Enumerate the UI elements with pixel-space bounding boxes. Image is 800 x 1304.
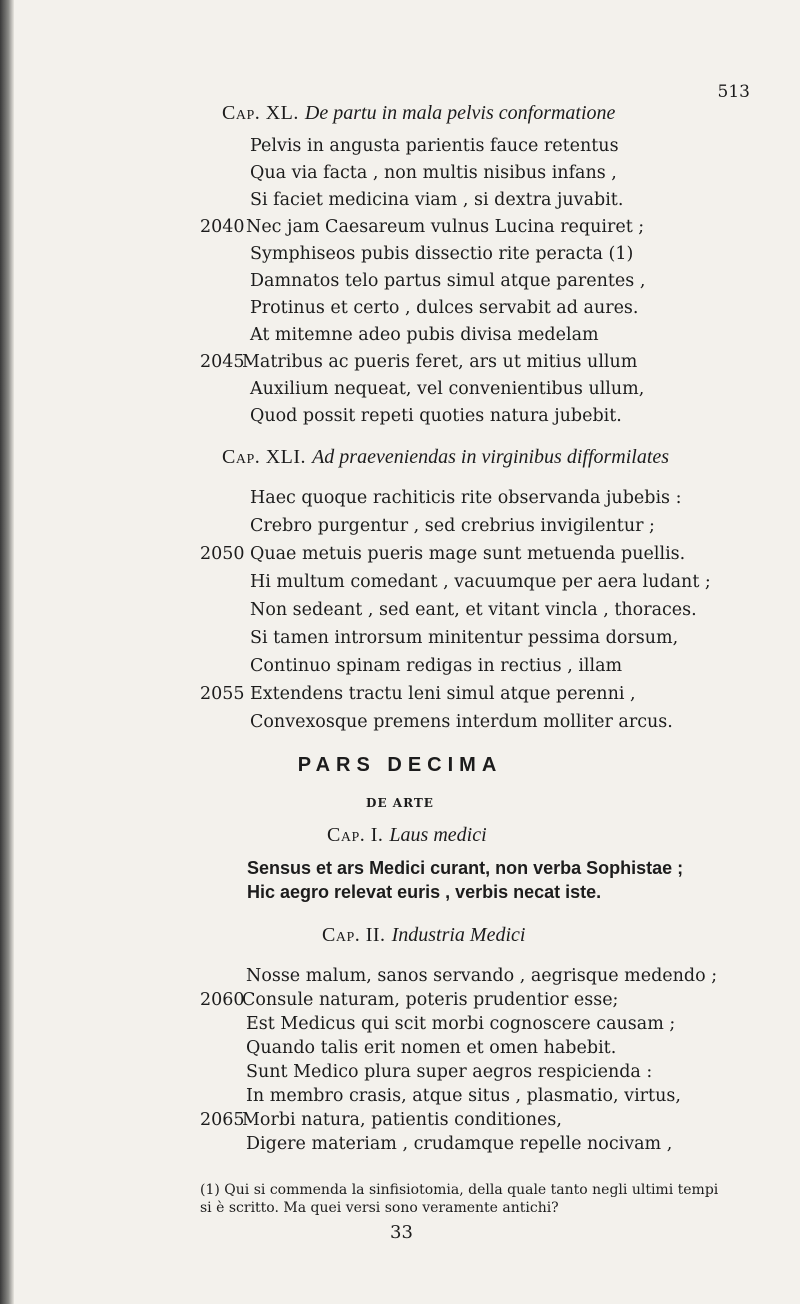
- verse-line: Matribus ac pueris feret, ars ut mitius ullum: [242, 352, 638, 372]
- verse-line: Hic aegro relevat euris , verbis necat iste.: [247, 882, 602, 902]
- verse-line: Consule naturam, poteris prudentior esse;: [242, 990, 619, 1010]
- chapter-heading-i: [327, 824, 487, 847]
- signature-mark: 33: [390, 1222, 413, 1243]
- verse-line: Pelvis in angusta parientis fauce retentus: [250, 136, 619, 156]
- verse-line: Morbi natura, patientis conditiones,: [242, 1110, 562, 1130]
- chapter-label: Cap. XL.: [222, 102, 299, 124]
- verse-line: Auxilium nequeat, vel convenientibus ullum,: [250, 379, 645, 399]
- verse-line: Digere materiam , crudamque repelle nocivam ,: [246, 1134, 673, 1154]
- line-number: 2045: [200, 352, 245, 372]
- verse-line: Convexosque premens interdum molliter arcus.: [250, 712, 673, 732]
- book-spine-shadow: [0, 0, 14, 1304]
- verse-line: Sunt Medico plura super aegros respicienda :: [246, 1062, 653, 1082]
- verse-line: Protinus et certo , dulces servabit ad aures.: [250, 298, 639, 318]
- verse-line: Quae metuis pueris mage sunt metuenda puellis.: [250, 544, 686, 564]
- verse-line: Nec jam Caesareum vulnus Lucina requiret ;: [246, 217, 645, 237]
- footnote-line: (1) Qui si commenda la sinfisiotomia, della quale tanto negli ultimi tempi: [200, 1182, 719, 1198]
- chapter-title: Industria Medici: [391, 924, 526, 946]
- chapter-label: Cap. I.: [327, 824, 384, 846]
- verse-line: Non sedeant , sed eant, et vitant vincla , thoraces.: [250, 600, 697, 620]
- chapter-title: De partu in mala pelvis conformatione: [304, 102, 616, 124]
- line-number: 2055: [200, 684, 245, 704]
- chapter-label: Cap. II.: [322, 924, 386, 946]
- chapter-heading-xli: [222, 446, 669, 469]
- part-subtitle: DE ARTE: [366, 796, 434, 810]
- footnote-line: si è scritto. Ma quei versi sono veramente antichi?: [200, 1200, 559, 1216]
- verse-line: Damnatos telo partus simul atque parentes ,: [250, 271, 646, 291]
- verse-line: Hi multum comedant , vacuumque per aera ludant ;: [250, 572, 711, 592]
- line-number: 2060: [200, 990, 245, 1010]
- chapter-title: Laus medici: [389, 824, 487, 846]
- verse-line: Quod possit repeti quoties natura jubebit.: [250, 406, 622, 426]
- chapter-heading-ii: [322, 924, 525, 947]
- verse-line: Crebro purgentur , sed crebrius invigilentur ;: [250, 516, 655, 536]
- line-number: 2065: [200, 1110, 245, 1130]
- verse-line: Quando talis erit nomen et omen habebit.: [246, 1038, 617, 1058]
- verse-line: Si faciet medicina viam , si dextra juvabit.: [250, 190, 624, 210]
- verse-line: Continuo spinam redigas in rectius , illam: [250, 656, 623, 676]
- verse-line: In membro crasis, atque situs , plasmatio, virtus,: [246, 1086, 681, 1106]
- part-title: PARS DECIMA: [297, 754, 503, 776]
- verse-line: At mitemne adeo pubis divisa medelam: [250, 325, 599, 345]
- verse-line: Sensus et ars Medici curant, non verba Sophistae ;: [247, 858, 684, 878]
- verse-line: Nosse malum, sanos servando , aegrisque medendo ;: [246, 966, 718, 986]
- chapter-heading-xl: [222, 102, 615, 125]
- verse-line: Extendens tractu leni simul atque perenni ,: [250, 684, 636, 704]
- verse-line: Est Medicus qui scit morbi cognoscere causam ;: [246, 1014, 676, 1034]
- line-number: 2040: [200, 217, 245, 237]
- chapter-title: Ad praeveniendas in virginibus difformilates: [312, 446, 670, 468]
- verse-line: Qua via facta , non multis nisibus infans ,: [250, 163, 617, 183]
- verse-line: Symphiseos pubis dissectio rite peracta (1): [250, 244, 634, 264]
- page-number: 513: [717, 82, 750, 102]
- line-number: 2050: [200, 544, 245, 564]
- verse-line: Haec quoque rachiticis rite observanda jubebis :: [250, 488, 682, 508]
- chapter-label: Cap. XLI.: [222, 446, 307, 468]
- verse-line: Si tamen introrsum minitentur pessima dorsum,: [250, 628, 679, 648]
